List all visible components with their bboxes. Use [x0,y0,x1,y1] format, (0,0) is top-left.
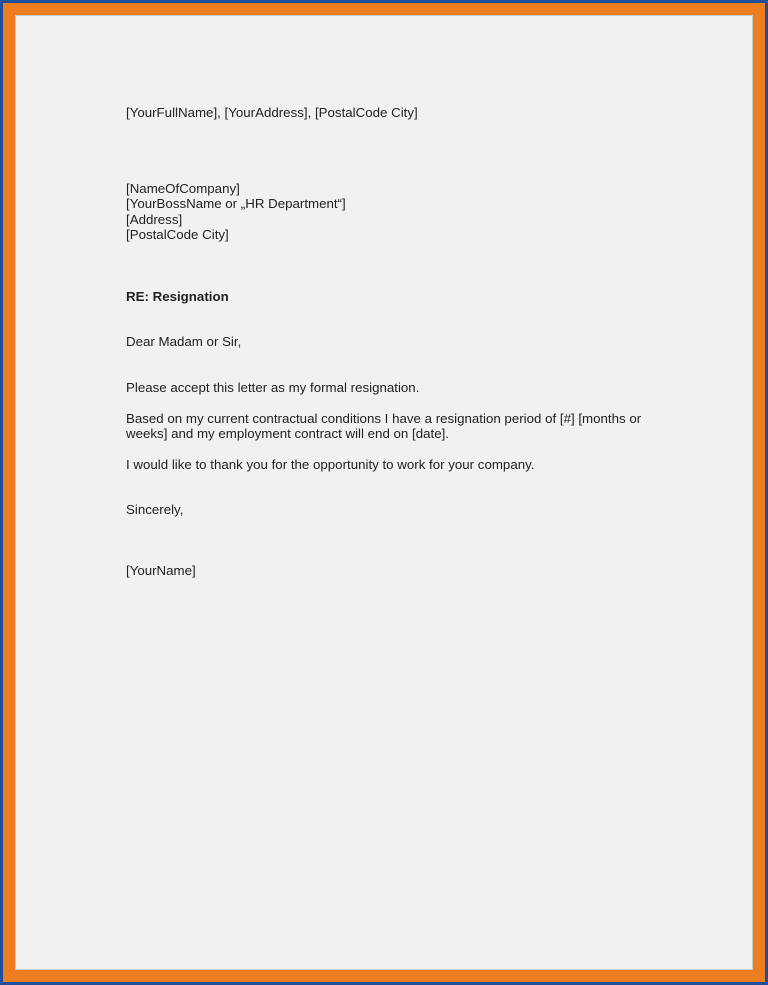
salutation: Dear Madam or Sir, [126,334,242,349]
paragraph-2-line-1: Based on my current contractual conditions I have a resignation period of [#] [months or [126,411,642,426]
closing: Sincerely, [126,502,184,517]
signature: [YourName] [126,563,196,578]
letter-page [15,15,753,970]
paragraph-1: Please accept this letter as my formal resignation. [126,380,420,395]
recipient-name: [YourBossName or „HR Department“] [126,196,346,211]
recipient-company: [NameOfCompany] [126,181,240,196]
sender-line: [YourFullName], [YourAddress], [PostalCode City] [126,105,418,120]
recipient-address: [Address] [126,212,183,227]
recipient-city: [PostalCode City] [126,227,229,242]
paragraph-2-line-2: weeks] and my employment contract will end on [date]. [126,426,449,441]
paragraph-3: I would like to thank you for the opportunity to work for your company. [126,457,535,472]
subject-line: RE: Resignation [126,289,229,304]
orange-frame [3,3,765,982]
